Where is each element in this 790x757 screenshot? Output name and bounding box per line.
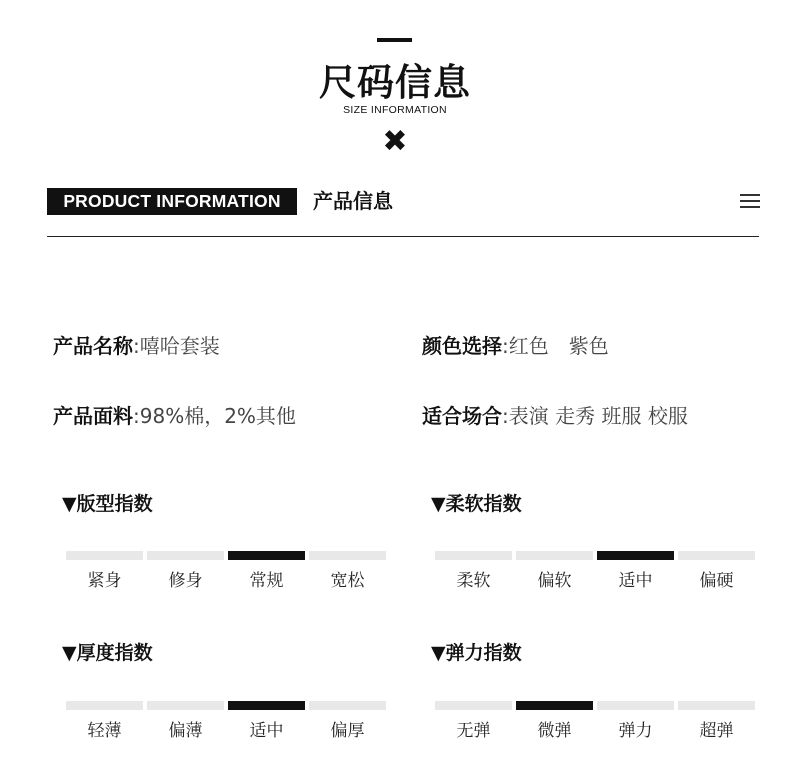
softness-segment-3 xyxy=(597,551,674,560)
fit-index-title: ▼版型指数 xyxy=(62,493,153,515)
softness-segment-2 xyxy=(516,551,593,560)
elasticity-option-label: 无弹 xyxy=(456,721,491,741)
elasticity-option-label: 超弹 xyxy=(699,721,734,741)
thickness-segment-4 xyxy=(309,701,386,710)
product-name-label: 产品名称 xyxy=(53,334,133,358)
thickness-segment-2 xyxy=(147,701,224,710)
fit-option-label: 紧身 xyxy=(87,571,122,591)
thickness-option-label: 偏薄 xyxy=(168,721,203,741)
fit-option-label: 宽松 xyxy=(330,571,365,591)
elasticity-index-title: ▼弹力指数 xyxy=(431,642,522,664)
info-fabric xyxy=(53,401,296,431)
thickness-segment-1 xyxy=(66,701,143,710)
occasion-value: 表演 走秀 班服 校服 xyxy=(508,404,688,428)
fit-index-scale xyxy=(66,551,386,601)
softness-option-label: 偏硬 xyxy=(699,571,734,591)
fit-option-label: 修身 xyxy=(168,571,203,591)
softness-segment-1 xyxy=(435,551,512,560)
info-color-choice xyxy=(422,331,609,361)
thickness-index-title: ▼厚度指数 xyxy=(62,642,153,664)
elasticity-segment-4 xyxy=(678,701,755,710)
thickness-option-label: 适中 xyxy=(249,721,284,741)
fabric-colon: : xyxy=(133,404,140,428)
product-information-title: 产品信息 xyxy=(313,189,393,213)
color-choice-value: 红色 紫色 xyxy=(508,334,609,358)
cross-icon: ✖ xyxy=(382,124,408,159)
softness-option-label: 适中 xyxy=(618,571,653,591)
page-subtitle: SIZE INFORMATION xyxy=(343,104,447,116)
section-divider xyxy=(47,236,759,237)
thickness-index-scale xyxy=(66,701,386,751)
softness-option-label: 偏软 xyxy=(537,571,572,591)
fit-option-label: 常规 xyxy=(249,571,284,591)
fit-segment-2 xyxy=(147,551,224,560)
occasion-label: 适合场合 xyxy=(422,404,502,428)
elasticity-option-label: 微弹 xyxy=(537,721,572,741)
softness-option-label: 柔软 xyxy=(456,571,491,591)
elasticity-segment-3 xyxy=(597,701,674,710)
fit-segment-4 xyxy=(309,551,386,560)
elasticity-segment-1 xyxy=(435,701,512,710)
fit-segment-3 xyxy=(228,551,305,560)
thickness-option-label: 偏厚 xyxy=(330,721,365,741)
menu-icon[interactable] xyxy=(740,193,760,208)
elasticity-segment-2 xyxy=(516,701,593,710)
info-occasion xyxy=(422,401,688,431)
info-product-name xyxy=(53,331,220,361)
elasticity-option-label: 弹力 xyxy=(618,721,653,741)
product-information-banner: PRODUCT INFORMATION xyxy=(47,188,297,215)
fabric-label: 产品面料 xyxy=(53,404,133,428)
thickness-option-label: 轻薄 xyxy=(87,721,122,741)
occasion-colon: : xyxy=(502,404,509,428)
product-name-value: 嘻哈套装 xyxy=(139,334,220,358)
color-choice-colon: : xyxy=(502,334,509,358)
header-top-bar xyxy=(377,38,412,42)
softness-index-title: ▼柔软指数 xyxy=(431,493,522,515)
thickness-segment-3 xyxy=(228,701,305,710)
softness-segment-4 xyxy=(678,551,755,560)
fabric-value: 98%棉，2%其他 xyxy=(139,404,296,428)
softness-index-scale xyxy=(435,551,755,601)
fit-segment-1 xyxy=(66,551,143,560)
product-name-colon: : xyxy=(133,334,140,358)
page-title: 尺码信息 xyxy=(319,61,471,104)
elasticity-index-scale xyxy=(435,701,755,751)
color-choice-label: 颜色选择 xyxy=(422,334,502,358)
